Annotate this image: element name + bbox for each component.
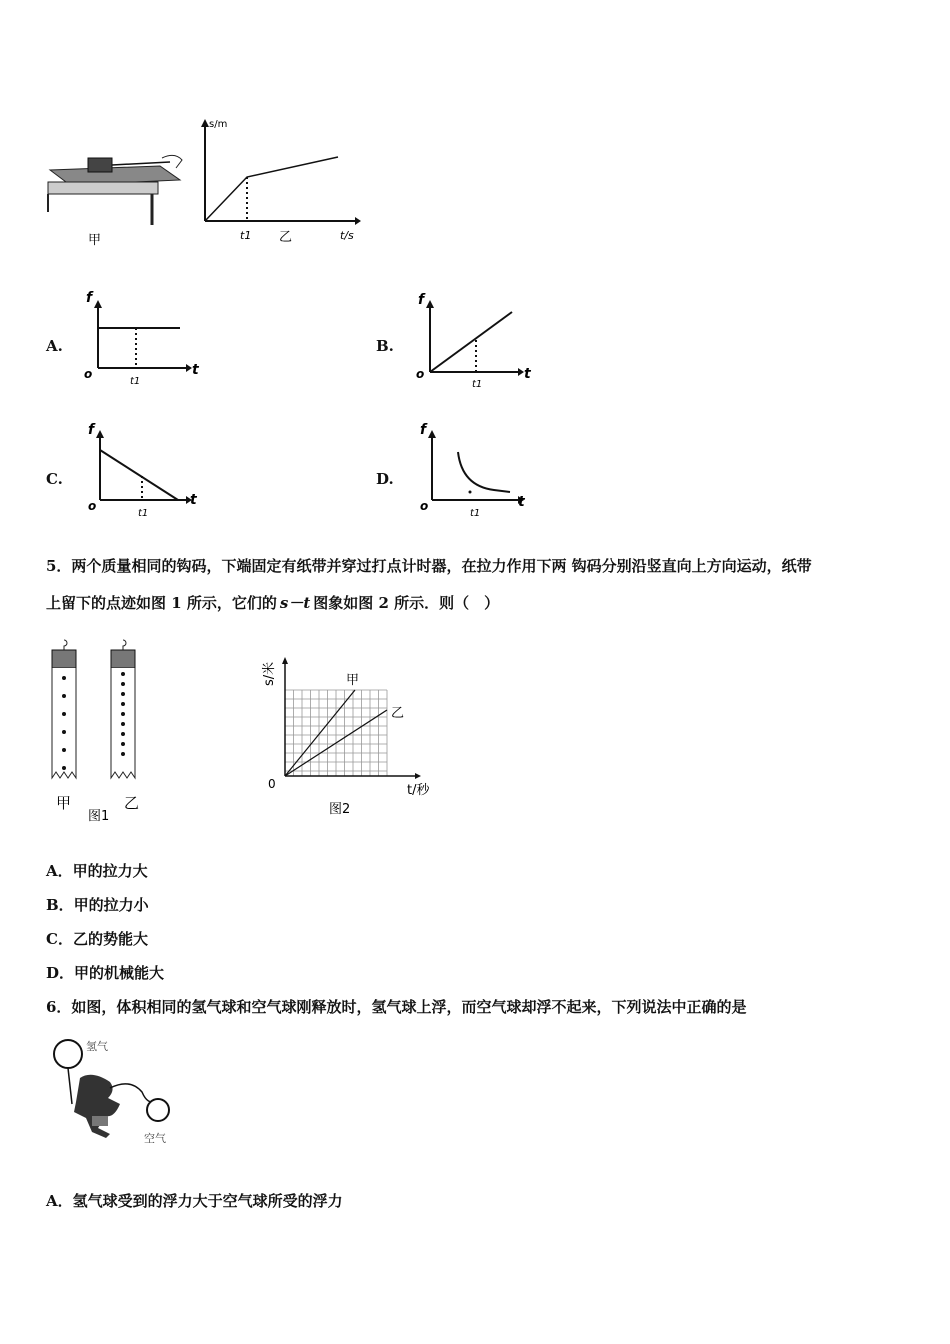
option-a-graph (82, 288, 202, 388)
line-yi-label: 乙 (391, 706, 405, 721)
q5-line2-pre: 上留下的点迹如图 1 所示，它们的 (46, 594, 277, 612)
tape-jia-label: 甲 (56, 794, 72, 812)
figure1-caption: 图1 (88, 809, 110, 824)
t1-label: t1 (472, 379, 483, 388)
axis-f: f (88, 422, 95, 438)
origin-o: o (416, 367, 425, 381)
axis-t: t (190, 492, 197, 508)
q6-option-a[interactable]: A．氢气球受到的浮力大于空气球所受的浮力 (46, 1192, 343, 1210)
t1-label: t1 (130, 376, 141, 387)
axis-f: f (420, 422, 427, 438)
q5-option-c[interactable]: C．乙的势能大 (46, 930, 148, 948)
option-a-letter: A. (46, 337, 63, 355)
t1-label: t1 (240, 229, 252, 242)
q5-option-b[interactable]: B．甲的拉力小 (46, 896, 149, 914)
option-d-letter: D. (376, 470, 394, 488)
q6-stem: 6．如图，体积相同的氢气球和空气球刚释放时，氢气球上浮，而空气球却浮不起来，下列说法中正确的是 (46, 998, 747, 1016)
axis-t: t (524, 366, 531, 382)
origin-o: o (88, 499, 97, 513)
origin-o: o (420, 499, 429, 513)
origin-label: 0 (268, 777, 276, 791)
figure-jia-table (40, 140, 190, 250)
option-b-graph (414, 288, 534, 388)
q6-balloon-figure (50, 1030, 190, 1150)
q5-figure2-st-graph (255, 648, 455, 823)
option-c-letter: C. (46, 470, 63, 488)
q5-option-d[interactable]: D．甲的机械能大 (46, 964, 165, 982)
q5-stem-line1: 5．两个质量相同的钩码，下端固定有纸带并穿过打点计时器，在拉力作用下两 钩码分别沿竖直向上方向运动，纸带 (46, 557, 812, 575)
option-d-graph (414, 420, 534, 520)
q5-stem-line2 (46, 593, 926, 613)
option-b-letter: B. (376, 337, 394, 355)
figure2-caption: 图2 (329, 802, 351, 817)
axis-f: f (418, 292, 425, 308)
q5-option-a[interactable]: A．甲的拉力大 (46, 862, 148, 880)
q5-line2-post: 图象如图 2 所示．则（ ） (313, 594, 500, 612)
air-label: 空气 (144, 1132, 166, 1145)
axis-t: t (518, 494, 525, 510)
y-axis-label: s/米 (262, 661, 277, 686)
t1-label: t1 (138, 508, 149, 519)
yi-caption: 乙 (279, 230, 293, 245)
axis-t: t (192, 362, 199, 378)
q5-line2-math: s－t (279, 594, 311, 612)
figure-yi-st-graph (195, 115, 365, 250)
axis-f: f (86, 290, 93, 306)
origin-o: o (84, 367, 93, 381)
y-axis-label: s/m (209, 119, 228, 130)
q5-figure1-tapes (40, 630, 160, 830)
tape-yi-label: 乙 (124, 794, 140, 812)
line-jia-label: 甲 (346, 673, 360, 688)
t1-label: t1 (470, 508, 481, 519)
jia-caption: 甲 (88, 233, 102, 248)
hydrogen-label: 氢气 (86, 1040, 108, 1053)
x-axis-label: t/秒 (407, 783, 430, 798)
option-c-graph (82, 420, 202, 520)
x-axis-label: t/s (340, 229, 354, 242)
